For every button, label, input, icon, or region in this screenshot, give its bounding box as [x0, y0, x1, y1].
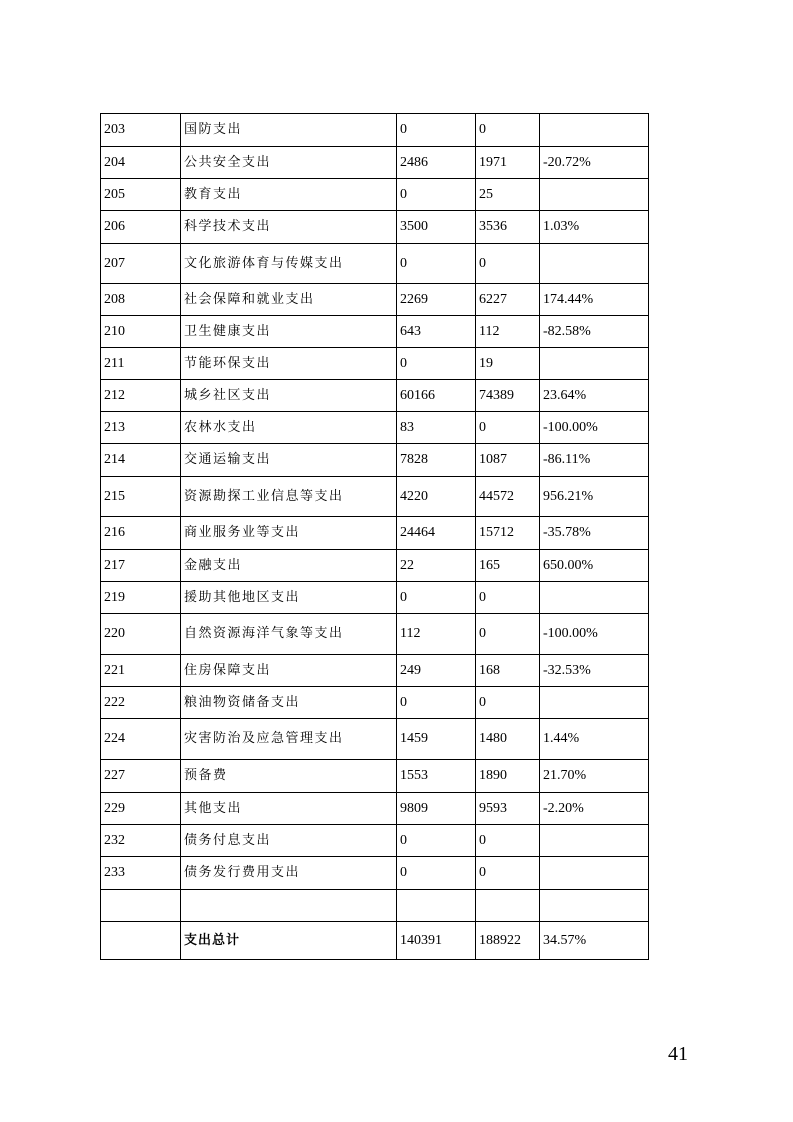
change-pct-cell: 1.03% [540, 211, 649, 244]
code-cell [101, 890, 181, 922]
name-cell: 预备费 [181, 760, 397, 793]
value-2019-cell: 60166 [397, 380, 476, 412]
table-row [101, 380, 649, 412]
name-cell: 农林水支出 [181, 412, 397, 444]
value-2019-cell: 1459 [397, 719, 476, 760]
code-cell: 211 [101, 348, 181, 380]
table-row [101, 825, 649, 857]
name-cell: 粮油物资储备支出 [181, 687, 397, 719]
value-2020-cell: 0 [476, 582, 540, 614]
name-cell: 国防支出 [181, 114, 397, 147]
table-row [101, 655, 649, 687]
value-2019-cell: 249 [397, 655, 476, 687]
change-pct-cell: -100.00% [540, 412, 649, 444]
table-row [101, 582, 649, 614]
table-row [101, 211, 649, 244]
name-cell: 支出总计 [181, 922, 397, 960]
expenditure-table [100, 113, 649, 960]
table-row [101, 793, 649, 825]
value-2020-cell: 0 [476, 244, 540, 284]
value-2020-cell: 165 [476, 550, 540, 582]
page-number: 41 [668, 1043, 688, 1065]
code-cell: 214 [101, 444, 181, 477]
code-cell: 224 [101, 719, 181, 760]
code-cell: 229 [101, 793, 181, 825]
value-2019-cell: 1553 [397, 760, 476, 793]
code-cell: 208 [101, 284, 181, 316]
name-cell: 金融支出 [181, 550, 397, 582]
change-pct-cell [540, 179, 649, 211]
value-2020-cell: 112 [476, 316, 540, 348]
value-2020-cell: 0 [476, 825, 540, 857]
value-2020-cell: 1890 [476, 760, 540, 793]
code-cell: 207 [101, 244, 181, 284]
value-2019-cell: 0 [397, 687, 476, 719]
table-row [101, 444, 649, 477]
table-row [101, 316, 649, 348]
change-pct-cell [540, 114, 649, 147]
value-2019-cell: 140391 [397, 922, 476, 960]
table-row [101, 687, 649, 719]
code-cell: 203 [101, 114, 181, 147]
table-row [101, 114, 649, 147]
value-2020-cell: 0 [476, 687, 540, 719]
table-row [101, 348, 649, 380]
value-2019-cell: 0 [397, 244, 476, 284]
value-2019-cell: 0 [397, 179, 476, 211]
change-pct-cell: -86.11% [540, 444, 649, 477]
change-pct-cell: -20.72% [540, 147, 649, 179]
code-cell: 221 [101, 655, 181, 687]
code-cell: 232 [101, 825, 181, 857]
value-2020-cell: 1480 [476, 719, 540, 760]
code-cell: 205 [101, 179, 181, 211]
code-cell: 233 [101, 857, 181, 890]
change-pct-cell: -32.53% [540, 655, 649, 687]
name-cell: 援助其他地区支出 [181, 582, 397, 614]
value-2020-cell: 0 [476, 614, 540, 655]
code-cell: 227 [101, 760, 181, 793]
table-row [101, 284, 649, 316]
change-pct-cell: -2.20% [540, 793, 649, 825]
table-row [101, 614, 649, 655]
change-pct-cell: 23.64% [540, 380, 649, 412]
value-2020-cell: 19 [476, 348, 540, 380]
table-row [101, 719, 649, 760]
name-cell: 资源勘探工业信息等支出 [181, 477, 397, 517]
table-row [101, 890, 649, 922]
name-cell: 债务付息支出 [181, 825, 397, 857]
value-2019-cell [397, 890, 476, 922]
change-pct-cell [540, 890, 649, 922]
name-cell: 卫生健康支出 [181, 316, 397, 348]
change-pct-cell [540, 348, 649, 380]
name-cell: 债务发行费用支出 [181, 857, 397, 890]
change-pct-cell [540, 825, 649, 857]
value-2019-cell: 0 [397, 114, 476, 147]
name-cell: 灾害防治及应急管理支出 [181, 719, 397, 760]
value-2019-cell: 0 [397, 825, 476, 857]
change-pct-cell [540, 244, 649, 284]
code-cell: 210 [101, 316, 181, 348]
name-cell: 城乡社区支出 [181, 380, 397, 412]
change-pct-cell: 21.70% [540, 760, 649, 793]
code-cell: 206 [101, 211, 181, 244]
change-pct-cell: 956.21% [540, 477, 649, 517]
change-pct-cell: -100.00% [540, 614, 649, 655]
table-row [101, 147, 649, 179]
name-cell: 自然资源海洋气象等支出 [181, 614, 397, 655]
value-2020-cell: 74389 [476, 380, 540, 412]
value-2020-cell: 3536 [476, 211, 540, 244]
table-row [101, 412, 649, 444]
change-pct-cell: 34.57% [540, 922, 649, 960]
name-cell [181, 890, 397, 922]
code-cell: 215 [101, 477, 181, 517]
change-pct-cell: -35.78% [540, 517, 649, 550]
value-2019-cell: 4220 [397, 477, 476, 517]
value-2020-cell: 9593 [476, 793, 540, 825]
value-2019-cell: 0 [397, 857, 476, 890]
value-2019-cell: 9809 [397, 793, 476, 825]
value-2019-cell: 22 [397, 550, 476, 582]
value-2019-cell: 643 [397, 316, 476, 348]
code-cell: 220 [101, 614, 181, 655]
code-cell: 222 [101, 687, 181, 719]
value-2019-cell: 2486 [397, 147, 476, 179]
value-2020-cell: 0 [476, 412, 540, 444]
name-cell: 其他支出 [181, 793, 397, 825]
total-row [101, 922, 649, 960]
value-2020-cell: 44572 [476, 477, 540, 517]
value-2019-cell: 112 [397, 614, 476, 655]
code-cell: 217 [101, 550, 181, 582]
code-cell: 204 [101, 147, 181, 179]
value-2019-cell: 7828 [397, 444, 476, 477]
value-2020-cell: 25 [476, 179, 540, 211]
value-2019-cell: 0 [397, 582, 476, 614]
table-row [101, 760, 649, 793]
value-2020-cell: 0 [476, 114, 540, 147]
value-2020-cell: 0 [476, 857, 540, 890]
table-row [101, 244, 649, 284]
value-2020-cell: 168 [476, 655, 540, 687]
change-pct-cell: 650.00% [540, 550, 649, 582]
code-cell: 213 [101, 412, 181, 444]
change-pct-cell: 174.44% [540, 284, 649, 316]
name-cell: 公共安全支出 [181, 147, 397, 179]
change-pct-cell: 1.44% [540, 719, 649, 760]
table-body [101, 114, 649, 960]
name-cell: 科学技术支出 [181, 211, 397, 244]
value-2019-cell: 24464 [397, 517, 476, 550]
table-row [101, 477, 649, 517]
code-cell [101, 922, 181, 960]
value-2019-cell: 83 [397, 412, 476, 444]
code-cell: 219 [101, 582, 181, 614]
name-cell: 住房保障支出 [181, 655, 397, 687]
change-pct-cell [540, 687, 649, 719]
value-2020-cell: 1087 [476, 444, 540, 477]
code-cell: 216 [101, 517, 181, 550]
name-cell: 节能环保支出 [181, 348, 397, 380]
value-2020-cell: 15712 [476, 517, 540, 550]
table-row [101, 179, 649, 211]
table-row [101, 550, 649, 582]
value-2019-cell: 3500 [397, 211, 476, 244]
change-pct-cell [540, 857, 649, 890]
table-row [101, 517, 649, 550]
name-cell: 商业服务业等支出 [181, 517, 397, 550]
value-2020-cell: 1971 [476, 147, 540, 179]
value-2020-cell: 6227 [476, 284, 540, 316]
value-2019-cell: 2269 [397, 284, 476, 316]
value-2020-cell [476, 890, 540, 922]
table-row [101, 857, 649, 890]
name-cell: 社会保障和就业支出 [181, 284, 397, 316]
value-2020-cell: 188922 [476, 922, 540, 960]
code-cell: 212 [101, 380, 181, 412]
change-pct-cell [540, 582, 649, 614]
change-pct-cell: -82.58% [540, 316, 649, 348]
value-2019-cell: 0 [397, 348, 476, 380]
name-cell: 教育支出 [181, 179, 397, 211]
name-cell: 交通运输支出 [181, 444, 397, 477]
name-cell: 文化旅游体育与传媒支出 [181, 244, 397, 284]
